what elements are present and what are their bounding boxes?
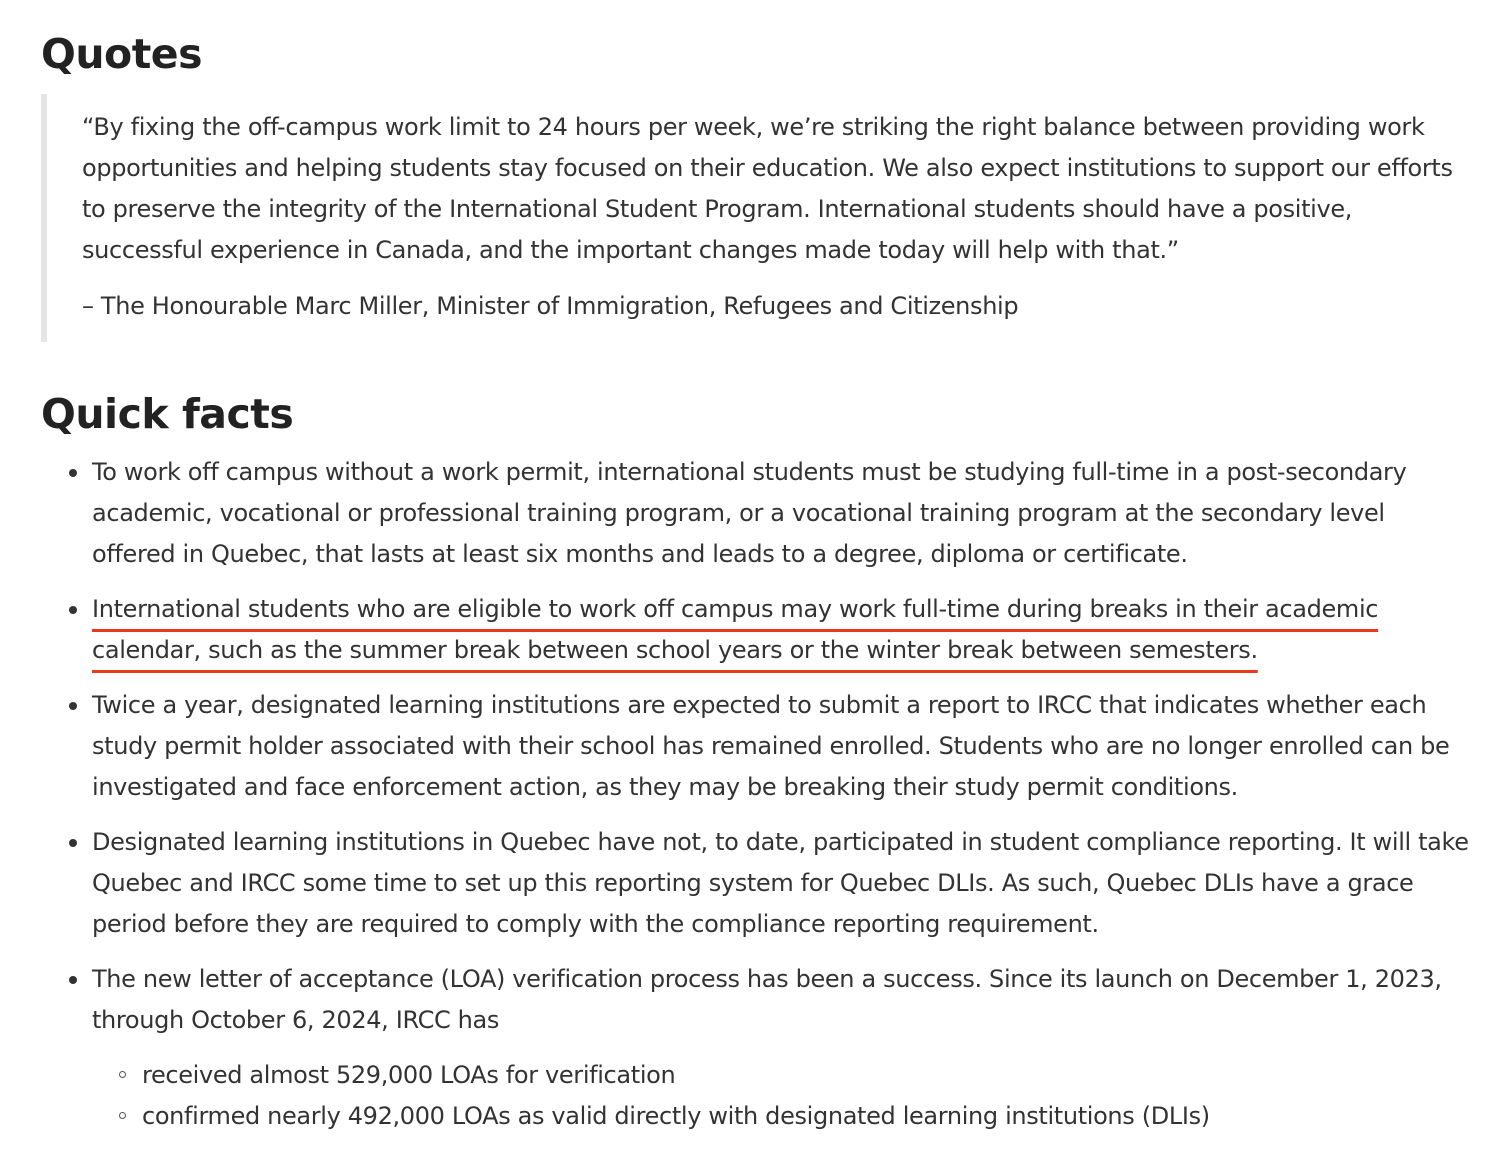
list-item: [41, 685, 1471, 808]
quick-facts-list: [41, 452, 1471, 1151]
list-item: [41, 822, 1471, 945]
list-item-text-underlined: International students who are eligible to work off campus may work full-time during breaks in their academic calendar, such as the summer break between school years or the winter break between semesters.: [92, 595, 1379, 664]
bullet-icon: [69, 839, 77, 847]
sub-list-item-text: confirmed nearly 492,000 LOAs as valid directly with designated learning institutions (DLIs): [142, 1102, 1210, 1130]
sub-list-item-text: received almost 529,000 LOAs for verification: [142, 1061, 676, 1089]
list-item-highlighted: [41, 589, 1471, 671]
list-item-text: The new letter of acceptance (LOA) verification process has been a success. Since its launch on December 1, 2023, through October 6, 2024, IRCC has: [92, 965, 1442, 1034]
circle-bullet-icon: [119, 1071, 126, 1078]
circle-bullet-icon: [119, 1112, 126, 1119]
bullet-icon: [69, 976, 77, 984]
bullet-icon: [69, 702, 77, 710]
sub-list-item: [92, 1096, 1471, 1137]
sub-list-item: [92, 1055, 1471, 1096]
list-item-text: Designated learning institutions in Quebec have not, to date, participated in student compliance reporting. It will take Quebec and IRCC some time to set up this reporting system for Quebec DLIs. As such, Quebec DLIs have a grace period before they are required to comply with the compliance reporting requirement.: [92, 828, 1469, 938]
quotes-heading: Quotes: [41, 30, 203, 78]
quote-block: [41, 94, 1451, 342]
list-item-text: Twice a year, designated learning institutions are expected to submit a report to IRCC that indicates whether each study permit holder associated with their school has remained enrolled. Students who are no longer enrolled can be investigated and face enforcement action, as they may be breaking their study permit conditions.: [92, 691, 1450, 801]
quick-facts-heading: Quick facts: [41, 390, 294, 438]
quote-text: “By fixing the off-campus work limit to 24 hours per week, we’re striking the right balance between providing work opportunities and helping students stay focused on their education. We also expect institutions to support our efforts to preserve the integrity of the International Student Program. International students should have a positive, successful experience in Canada, and the important changes made today will help with that.”: [82, 113, 1453, 264]
bullet-icon: [69, 606, 77, 614]
list-item: [41, 959, 1471, 1137]
list-item-text: To work off campus without a work permit, international students must be studying full-time in a post-secondary academic, vocational or professional training program, or a vocational training program at the secondary level offered in Quebec, that lasts at least six months and leads to a degree, diploma or certificate.: [92, 458, 1407, 568]
sub-list: [92, 1055, 1471, 1137]
bullet-icon: [69, 469, 77, 477]
list-item: [41, 452, 1471, 575]
quote-attribution: – The Honourable Marc Miller, Minister of Immigration, Refugees and Citizenship: [82, 292, 1019, 320]
